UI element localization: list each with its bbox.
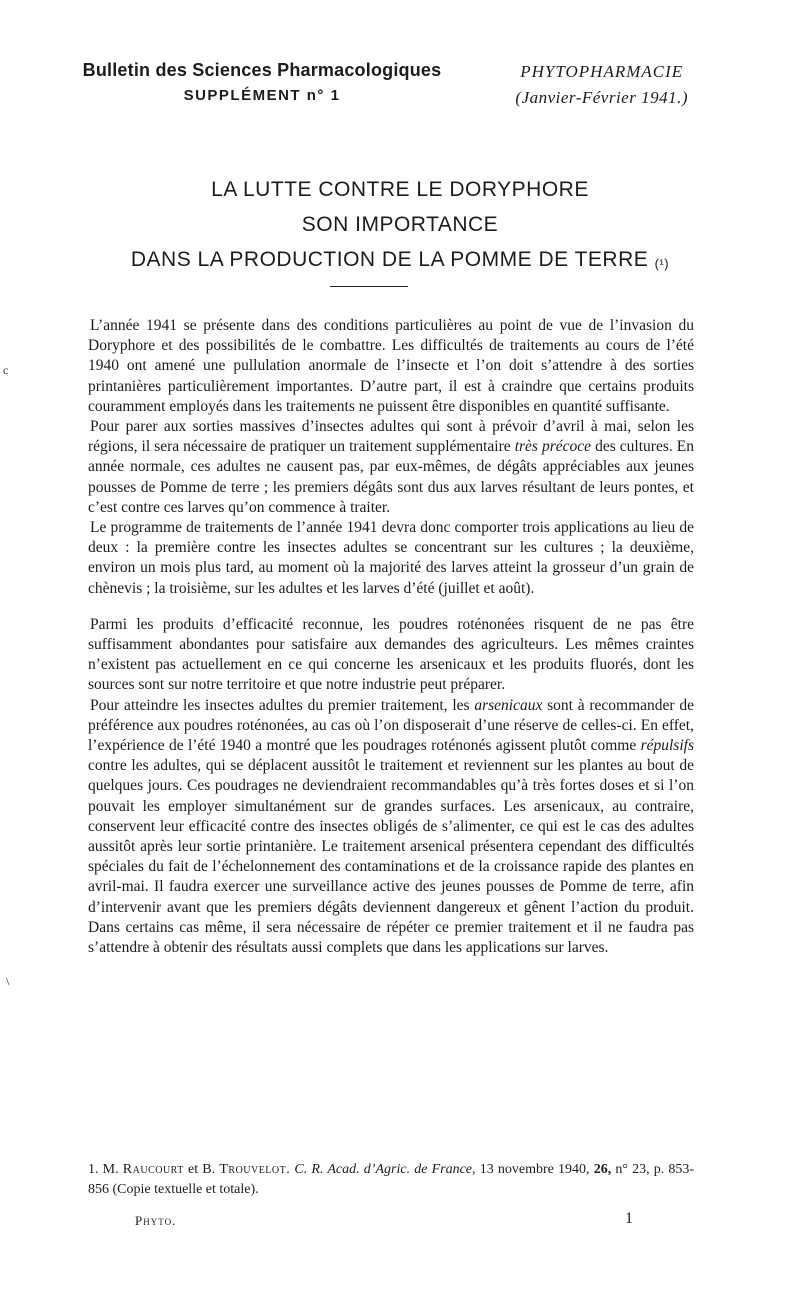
paragraph-1: L’année 1941 se présente dans des conditions particulières au point de vue de l’invasion du Doryphore et des possibilités de le combattre. Les difficultés de traitements au cours de l’été 1940 ont amené une pullulation anormale de l’insecte et l’on doit s’attendre à des sorties printanières particulièrement importantes. D’autre part, il est à craindre que certains produits couramment employés dans les traitements ne puissent être disponibles en quantité suffisante.: [88, 317, 694, 415]
article-title: [40, 172, 760, 277]
title-line-2: SON IMPORTANCE: [301, 213, 499, 236]
paragraph-5-text-b: sont à recommander de préférence aux poudres roténonées, au cas où l’on disposerait d’une réserve de celles-ci. En effet, l’expérience de l’été 1940 a montré que les poudrages roténonés agissent plutôt comme: [88, 696, 694, 755]
title-line-1: LA LUTTE CONTRE LE DORYPHORE: [211, 178, 589, 201]
paragraph-5-text-a: Pour atteindre les insectes adultes du premier traitement, les: [90, 696, 475, 714]
paragraph-5-emphasis-2: répulsifs: [640, 737, 694, 755]
paragraph-5-text-c: contre les adultes, qui se déplacent aussitôt le traitement et reviennent sur les plantes au bout de quelques jours. Ces poudrages ne deviendraient recommandables qu’à très fortes doses et si l’on pouvait les employer simultanément sur de grandes surfaces. Les arsenicaux, au contraire, conservent leur efficacité contre des insectes obligés de s’alimenter, ce qui est le cas des adultes aussitôt après leur sortie printanière. Le traitement arsenical présentera cependant des difficultés spéciales du fait de l’échelonnement des contaminations et de la croissance rapide des plantes en avril-mai. Il faudra exercer une surveillance active des jeunes pousses de Pomme de terre, afin d’intervenir avant que les premiers dégâts deviennent dangereux et gênent l’action du produit. Dans certains cas même, il sera nécessaire de répéter ce premier traitement et il ne faudra pas s’attendre à obtenir des résultats aussi complets que dans les applications sur larves.: [88, 757, 694, 957]
paragraph-5-emphasis-1: arsenicaux: [474, 696, 543, 714]
paragraph-2-emphasis: très précoce: [514, 438, 592, 456]
paragraph-2-text-b: des cultures. En année normale, ces adultes ne causent pas, par eux-mêmes, de dégâts appréciables aux jeunes pousses de Pomme de terre ; les premiers dégâts sont dus aux larves résultant de leurs pontes, et c’est contre ces larves qu’on commence à traiter.: [88, 438, 694, 516]
margin-mark-1: c: [3, 363, 9, 377]
paragraph-3: Le programme de traitements de l’année 1941 devra donc comporter trois applications au lieu de deux : la première contre les insectes adultes se concentrant sur les cultures ; la deuxième, environ un mois plus tard, au moment où la majorité des larves atteint la grosseur d’un grain de chènevis ; la troisième, sur les adultes et les larves d’été (juillet et août).: [88, 519, 694, 597]
footnote-author-1: Raucourt: [122, 1162, 184, 1177]
footnote-author-2: Trouvelot.: [219, 1162, 291, 1177]
footnote-number: 1. M.: [88, 1162, 119, 1177]
issue-date: (Janvier-Février 1941.): [515, 88, 688, 107]
title-divider: [330, 286, 408, 287]
journal-header: [72, 60, 452, 104]
footnote-details: n° 23, p. 853-856 (Copie textuelle et totale).: [88, 1162, 695, 1197]
paragraph-2-text-a: Pour parer aux sorties massives d’insectes adultes qui sont à prévoir d’avril à mai, selon les régions, il sera nécessaire de pratiquer un traitement supplémentaire: [88, 418, 694, 456]
paragraph-5: [88, 696, 694, 959]
footnote: [88, 1160, 694, 1200]
paragraph-4: Parmi les produits d’efficacité reconnue, les poudres roténonées risquent de ne pas être suffisamment abondantes pour satisfaire aux demandes des agriculteurs. Les mêmes craintes n’existent pas actuellement en ce qui concerne les arsenicaux et les produits fluorés, dont les sources sont sur notre territoire et que notre industrie peut préparer.: [88, 615, 694, 694]
margin-mark-2: \: [6, 974, 10, 988]
footnote-source: C. R. Acad. d’Agric. de France,: [294, 1162, 476, 1177]
footer-label: Phyto.: [135, 1213, 177, 1228]
article-body: [88, 316, 694, 958]
title-line-3-text: DANS LA PRODUCTION DE LA POMME DE TERRE: [130, 248, 649, 271]
section-header: [515, 62, 688, 108]
journal-title: Bulletin des Sciences Pharmacologiques: [82, 60, 442, 80]
paragraph-2: [88, 417, 694, 518]
footnote-ref: (¹): [654, 256, 670, 271]
page-number: 1: [625, 1210, 633, 1227]
footnote-conjunction: et B.: [188, 1162, 216, 1177]
supplement-number: SUPPLÉMENT n° 1: [183, 87, 341, 104]
footnote-date: 13 novembre 1940,: [479, 1162, 590, 1177]
footnote-volume: 26,: [593, 1162, 612, 1177]
title-line-3: [40, 242, 760, 277]
section-title: PHYTOPHARMACIE: [520, 62, 684, 81]
